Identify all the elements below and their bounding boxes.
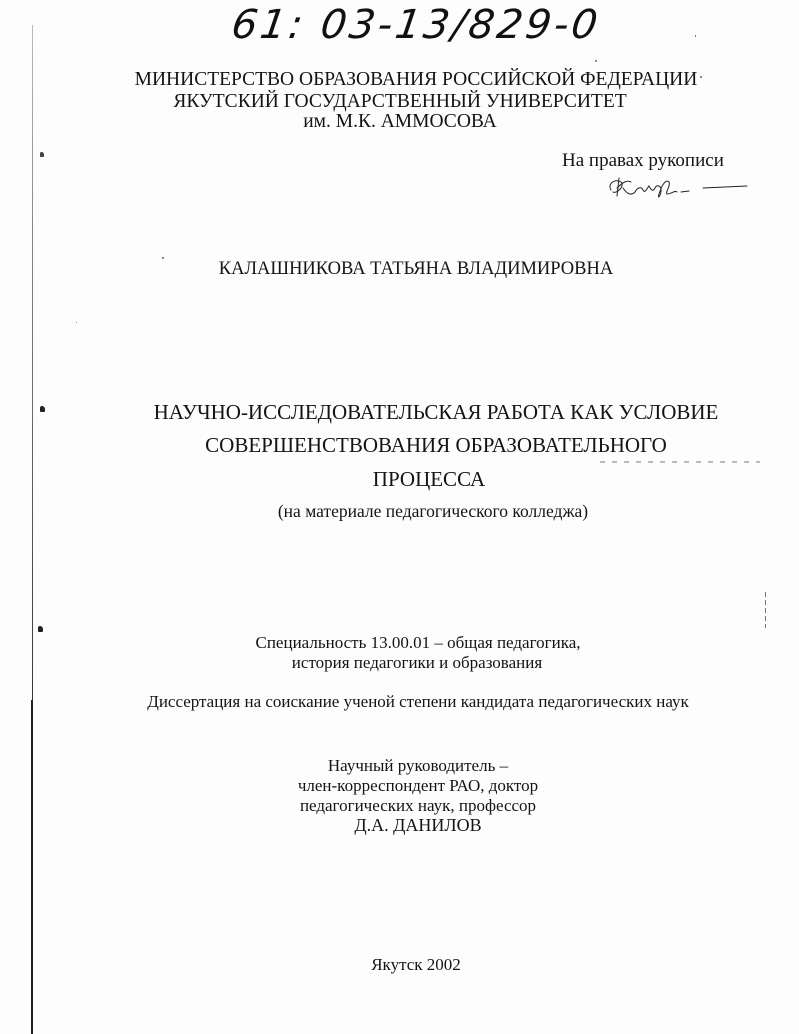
university-named-after: им. М.К. АММОСОВА (303, 111, 497, 132)
supervisor-title-2: педагогических наук, профессор (299, 796, 537, 815)
signature-icon (605, 172, 750, 202)
specialty-line-1: Специальность 13.00.01 – общая педагогика, (255, 633, 581, 652)
rights-note: На правах рукописи (562, 150, 724, 171)
ministry-name: МИНИСТЕРСТВО ОБРАЗОВАНИЯ РОССИЙСКОЙ ФЕДЕРАЦИИ (134, 69, 698, 90)
degree-statement: Диссертация на соискание ученой степени кандидата педагогических наук (147, 692, 689, 711)
archive-number-handwritten: 61: 03-13/829-0 (228, 2, 604, 48)
place-and-year: Якутск 2002 (371, 955, 461, 974)
supervisor-label: Научный руководитель – (327, 756, 509, 775)
university-name: ЯКУТСКИЙ ГОСУДАРСТВЕННЫЙ УНИВЕРСИТЕТ (173, 91, 627, 112)
title-line-1: НАУЧНО-ИССЛЕДОВАТЕЛЬСКАЯ РАБОТА КАК УСЛОВИЕ (153, 400, 719, 424)
scan-margin-line-dark (31, 700, 33, 1034)
scan-mark (38, 626, 43, 632)
specialty-line-2: история педагогики и образования (291, 653, 543, 672)
supervisor-title-1: член-корреспондент РАО, доктор (297, 776, 539, 795)
scan-speck (695, 35, 696, 37)
title-line-3: ПРОЦЕССА (372, 467, 486, 491)
scan-speck (595, 60, 597, 62)
author-name: КАЛАШНИКОВА ТАТЬЯНА ВЛАДИМИРОВНА (218, 259, 614, 279)
title-line-2: СОВЕРШЕНСТВОВАНИЯ ОБРАЗОВАТЕЛЬНОГО (205, 433, 667, 457)
title-subtitle: (на материале педагогического колледжа) (277, 501, 589, 521)
scan-dashes (600, 461, 760, 463)
scan-right-mark (765, 592, 766, 628)
scan-mark (40, 152, 44, 157)
supervisor-name: Д.А. ДАНИЛОВ (354, 815, 482, 835)
scan-speck (76, 322, 77, 323)
